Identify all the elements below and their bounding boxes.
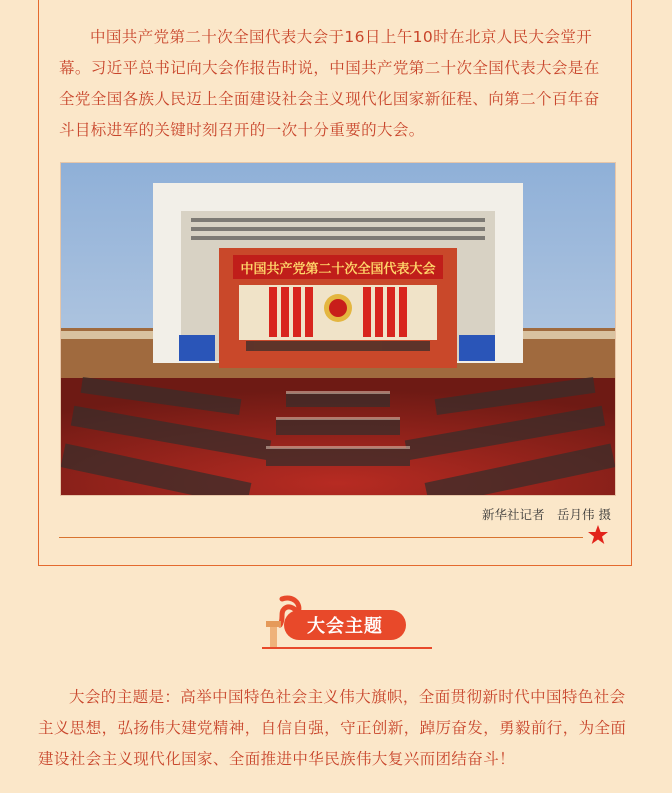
theme-paragraph: 大会的主题是：高举中国特色社会主义伟大旗帜，全面贯彻新时代中国特色社会主义思想，弘扬伟大建党精神，自信自强，守正创新，踔厉奋发，勇毅前行，为全面建设社会主义现代化国家、全面推进中华民族伟大复兴而团结奋斗！ (38, 688, 627, 768)
intro-paragraph: 中国共产党第二十次全国代表大会于16日上午10时在北京人民大会堂开幕。习近平总书记向大会作报告时说，中国共产党第二十次全国代表大会是在全党全国各族人民迈上全面建设社会主义现代化国家新征程、向第二个百年奋斗目标进军的关键时刻召开的一次十分重要的大会。 (59, 28, 600, 139)
divider-line (59, 537, 583, 538)
photo-credit: 新华社记者 岳月伟 摄 (482, 507, 611, 522)
congress-hall-photo (60, 162, 616, 496)
intro-card (38, 0, 632, 566)
section-title: 大会主题 (284, 610, 406, 640)
section-heading (262, 595, 432, 655)
stage-banner: 中国共产党第二十次全国代表大会 (240, 262, 436, 277)
star-icon (586, 523, 610, 547)
section-title-underline (262, 647, 432, 649)
